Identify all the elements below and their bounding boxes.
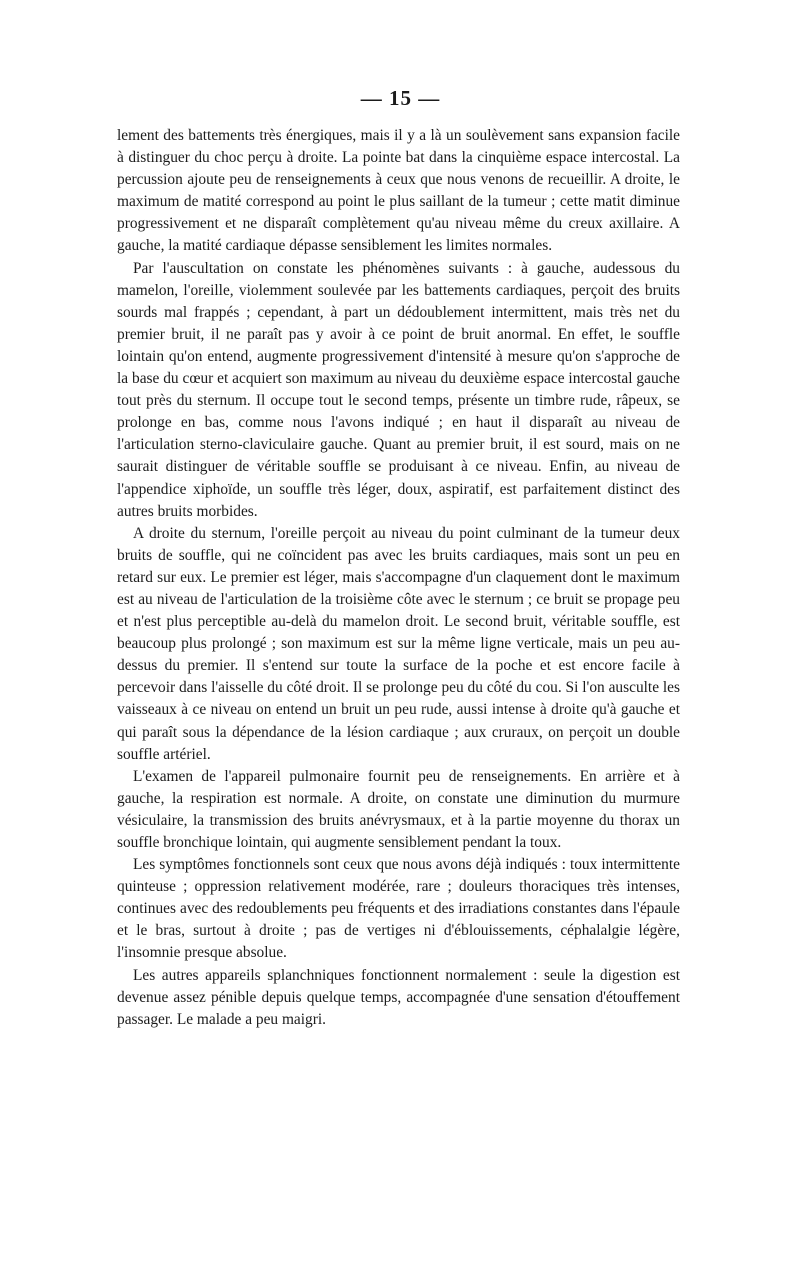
paragraph-functional-symptoms: Les symptômes fonctionnels sont ceux que nous avons déjà indiqués : toux intermittente quinteuse ; oppression relativement modérée, rare ; douleurs thoraciques très intenses, continues avec des redoublements peu fréquents et des irradiations constantes dans l'épaule et le bras, surtout à droite ; pas de vertiges ni d'éblouissements, céphalalgie légère, l'insomnie presque absolue. [117, 856, 680, 962]
paragraph-auscultation-right: A droite du sternum, l'oreille perçoit au niveau du point culminant de la tumeur deux bruits de souffle, qui ne coïncident pas avec les bruits cardiaques, mais sont un peu en retard sur eux. Le premier est léger, mais s'accompagne d'un claquement dont le maximum est au niveau de l'articulation de la troisième côte avec le sternum ; ce bruit se propage peu et n'est plus perceptible au-delà du mamelon droit. Le second bruit, véritable souffle, est beaucoup plus prolongé ; son maximum est sur la même ligne verticale, mais un peu au-dessus du premier. Il s'entend sur toute la surface de la poche et est encore facile à percevoir dans l'aisselle du côté droit. Il se prolonge peu du côté du cou. Si l'on ausculte les vaisseaux à ce niveau on entend un bruit un peu rude, aussi intense à droite qu'à gauche et qui paraît sous la dépendance de la lésion cardiaque ; aux cruraux, on perçoit un double souffle artériel. [117, 524, 680, 763]
paragraph-other-systems: Les autres appareils splanchniques fonctionnent normalement : seule la digestion est devenue assez pénible depuis quelque temps, accompagnée d'une sensation d'étouffement passager. Le malade a peu maigri. [117, 966, 680, 1028]
page-number: — 15 — [360, 86, 441, 110]
paragraph-pulmonary-exam: L'examen de l'appareil pulmonaire fournit peu de renseignements. En arrière et à gauche, la respiration est normale. A droite, on constate une diminution du murmure vésiculaire, la transmission des bruits anévrysmaux, et à la partie moyenne du thorax un souffle bronchique lointain, qui augmente sensiblement pendant la toux. [117, 767, 680, 851]
paragraph-continuation: lement des battements très énergiques, mais il y a là un soulèvement sans expansion facile à distinguer du choc perçu à droite. La pointe bat dans la cinquième espace intercostal. La percussion ajoute peu de renseignements à ceux que nous venons de recueillir. A droite, le maximum de matité correspond au point le plus saillant de la tumeur ; cette matit diminue progressivement et ne disparaît complètement qu'au niveau même du creux axillaire. A gauche, la matité cardiaque dépasse sensiblement les limites normales. [117, 127, 680, 255]
document-page [117, 86, 680, 1031]
paragraph-auscultation-left: Par l'auscultation on constate les phénomènes suivants : à gauche, audessous du mamelon, l'oreille, violemment soulevée par les battements cardiaques, perçoit des bruits sourds mal frappés ; cependant, à part un dédoublement intermittent, mais très net du premier bruit, il ne paraît pas y avoir à ce point de bruit anormal. En effet, le souffle lointain qu'on entend, augmente progressivement d'intensité à mesure qu'on s'approche de la base du cœur et acquiert son maximum au niveau du deuxième espace intercostal gauche tout près du sternum. Il occupe tout le second temps, présente un timbre rude, râpeux, se prolonge en bas, comme nous l'avons indiqué ; en haut il disparaît au niveau de l'articulation sterno-claviculaire gauche. Quant au premier bruit, il est sourd, mais on ne saurait distinguer de véritable souffle se produisant à ce niveau. Enfin, au niveau de l'appendice xiphoïde, un souffle très léger, doux, aspiratif, est parfaitement distinct des autres bruits morbides. [117, 259, 680, 520]
